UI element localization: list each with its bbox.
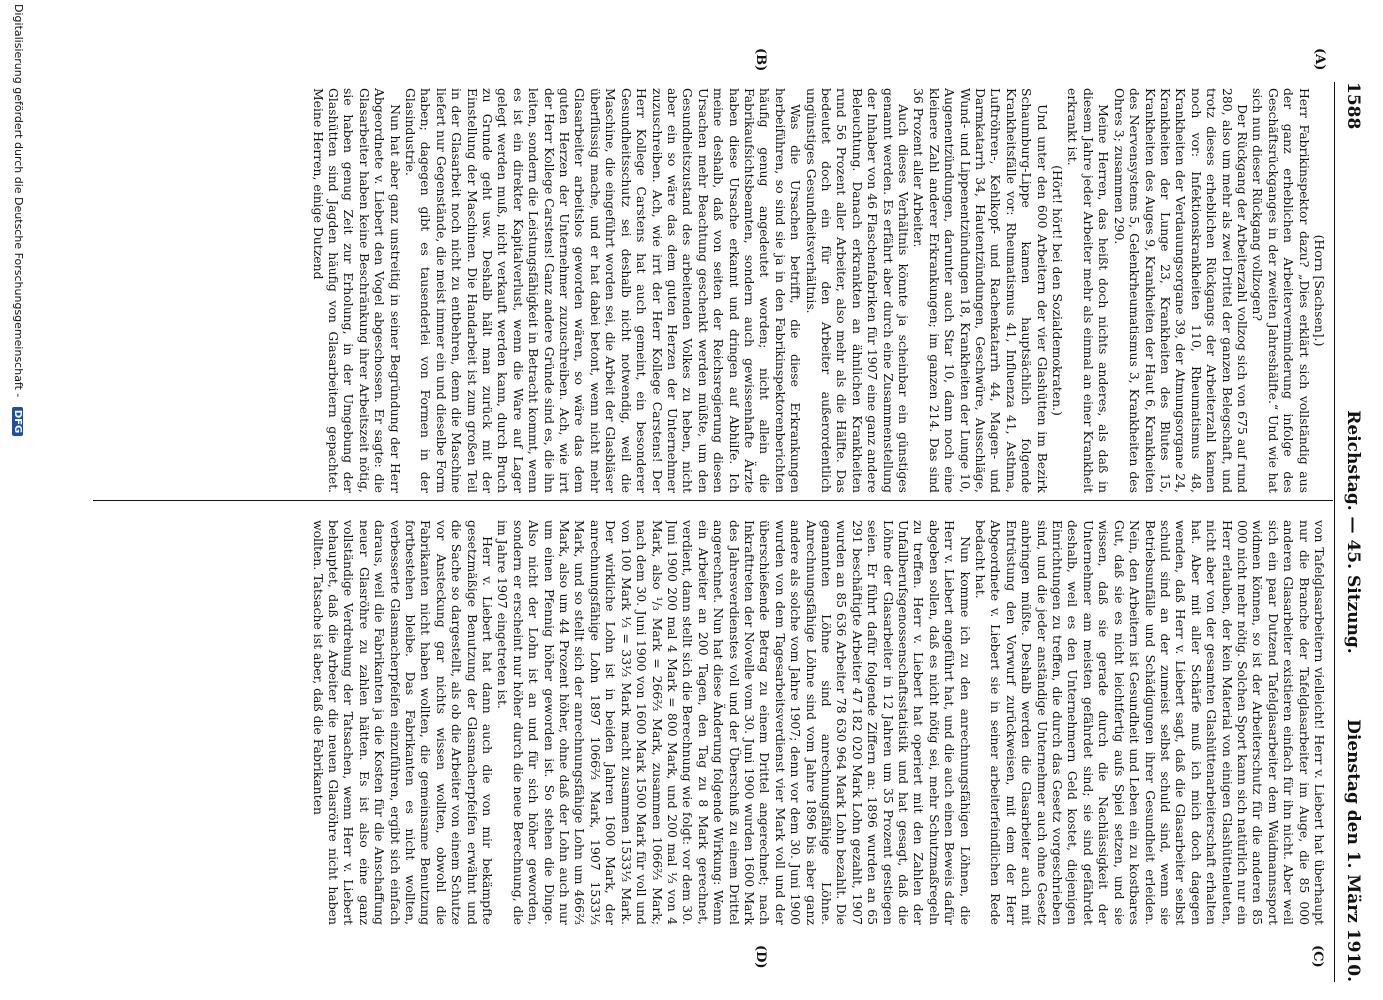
margin-letter-c: (C) [1310, 945, 1325, 968]
margin-letter-b: (B) [753, 48, 768, 72]
paragraph: Herr Fabrikinspektor dazu? „Dies erklärt sich vollständig aus der ganz erheblichen Arbeiterverminderung infolge des Geschäftsrückganges in der zweiten Jahreshälfte.“ Und wie hat sich nun dieser Rückgang vollzogen? [1250, 88, 1312, 493]
paragraph: Was die Ursachen betrifft, die diese Erkrankungen herbeiführen, so sind sie ja in den Fabrikinspektorenberichten häufig genug angedeutet worden; nicht allein die Fabrikaufsichtsbeamten, sondern auch gewissenhafte Ärzte haben diese Ursache erkannt und dringen auf Abhilfe. Ich meine deshalb, daß von seiten der Reichsregierung diesen Ursachen mehr Beachtung geschenkt werden müßte, um den Gesundheitszustand des arbeitenden Volkes zu heben, nicht aber ein so wäre das dem guten Herzen der Unternehmer zuzuschreiben. Ach, wie irrt der Herr Kollege Carstens! Der Herr Kollege Carstens hat auch gemeint, ein besonderer Gesundheitsschutz sei deshalb nicht notwendig, weil die Maschine, die eingeführt worden sei, die Arbeit der Glasbläser überflüssig mache, und er hat dabei betont, wenn nicht mehr Glasarbeiter arbeitslos geworden wären, so wäre das dem guten Herzen der Unternehmer zuzuschreiben. Ach, wie irrt der Herr Kollege Carstens! Ganz andere Gründe sind es, die ihn leiten, sondern die Leistungsfähigkeit in Betracht kommt, wenn es ist ein direkter Kapitalverlust, wenn die Ware auf Lager gelegt werden muß, nicht verkauft werden kann, durch Bruch zu Grunde geht usw. Deshalb hält man zurück mit der Einstellung der Maschinen. Die Handarbeit ist zum großen Teil in der Glasarbeit noch nicht zu entbehren, denn die Maschine liefert nur Gegenstände, die meist immer ein und dieselbe Form haben; dagegen gibt es tausenderlei von Formen in der Glasindustrie. [403, 88, 804, 493]
column-divider [93, 500, 1333, 501]
left-column [92, 88, 1327, 493]
footer-text: Digitalisierung gefördert durch die Deutsche Forschungsgemeinschaft - [12, 4, 25, 398]
paragraph: Auch dieses Verhältnis könnte ja scheinbar ein günstiges genannt werden. Es erfährt aber durch eine Zusammenstellung der Inhaber von 46 Flaschenfabriken für 1907 eine ganz andere Beleuchtung. Danach erkrankten an ähnlichen Krankheiten rund 56 Prozent aller Arbeiter, also mehr als die Hälfte. Das bedeutet doch ein für den Arbeiter außerordentlich ungünstiges Gesundheitsverhältnis. [803, 88, 912, 493]
session-date: Dienstag den 1. März 1910. [1343, 719, 1363, 982]
page-number: 1588 [1343, 82, 1363, 130]
dfg-logo: DFG [13, 407, 24, 436]
page-header [1339, 82, 1363, 982]
margin-letter-a: (A) [1312, 48, 1327, 71]
paragraph: Und unter den 600 Arbeitern der vier Glashütten im Bezirk Schaumburg-Lippe kamen hauptsächlich folgende Krankheitsfälle vor: Rheumatismus 41, Influenza 41, Asthma, Luftröhren-, Kehlkopf- und Rachenkatarrh 44, Magen- und Darmkatarrh 34, Hautentzündungen, Geschwüre, Ausschläge, Wund- und Lippenentzündungen 18, Krankheiten der Lunge 10, Augenentzündungen, darunter auch Star 10, dann noch eine kleinere Zahl anderer Erkrankungen; im ganzen 214. Das sind 36 Prozent aller Arbeiter. [911, 88, 1050, 493]
speaker-tag: (Horn [Sachsen].) [1312, 234, 1327, 347]
margin-letter-d: (D) [753, 945, 768, 969]
interjection: (Hört! hört! bei den Sozialdemokraten.) [1050, 165, 1066, 416]
right-column [92, 520, 1327, 925]
paragraph: von Tafelglasarbeitern vielleicht! Herr v. Liebert hat überhaupt nur die Branche der Tafelglasarbeiter im Auge, die 85 000 anderen Glasarbeiter existieren einfach für ihn nicht. Aber weil sich ein paar Dutzend Tafelglasarbeiter dem Waidmannssport widmen können, so ist der Arbeiterschutz für die anderen 85 000 nicht mehr nötig. Solchen Sport kann sich natürlich nur ein Herr erlauben, der kein Material von einigen Glashüttenleuten, nicht aber von der gesamten Glashüttenarbeiterschaft erhalten hat. Aber mit aller Schärfe muß ich mich doch dagegen wenden, daß Herr v. Liebert sagt, daß die Glasarbeiter selbst schuld sind an der zumeist selbst schuld sind, wenn sie Betriebsunfälle und Schädigungen ihrer Gesundheit erleiden. Nein, den Arbeitern ist Gesundheit und Leben ein zu kostbares Gut, daß sie es nicht leichtfertig aufs Spiel setzen, und sie wissen, daß sie gerade durch die Nachlässigkeit der Unternehmer am meisten gefährdet sind; sie sind gefährdet deshalb, weil es den Unternehmern Geld kostet, diejenigen Einrichtungen zu treffen, die durch das Gesetz vorgeschrieben sind, und die jeder anständige Unternehmer auch ohne Gesetz anbringen müßte. Deshalb werden die Glasarbeiter auch mit Entrüstung den Vorwurf zurückweisen, mit dem der Herr Abgeordnete v. Liebert sie in seiner arbeiterfeindlichen Rede bedacht hat. [973, 520, 1327, 925]
running-title: Reichstag. — 45. Sitzung. [1343, 410, 1363, 654]
digitization-footer [12, 0, 25, 1000]
paragraph: Nun hat aber ganz unstreitig in seiner Begründung der Herr Abgeordnete v. Liebert den Vogel abgeschossen. Er sagte: die Glasarbeiter haben keine Beschränkung ihrer Arbeitszeit nötig, sie haben genug Zeit zur Erholung, in der Umgebung der Glashütten sind Jagden häufig von Glasarbeitern gepachtet. Meine Herren, einige Dutzend [310, 88, 403, 493]
paragraph: Herr v. Liebert hat dann auch die von mir bekämpfte gesetzmäßige Benutzung der Glasmacherpfeifen erwähnt und die Sache so dargestellt, als ob die Arbeiter von einem Schutze vor Ansteckung gar nichts wissen wollten, obwohl die Fabrikanten nicht haben wollten, die gemeinsame Benutzung fortbestehen bleibe. Das Fabrikanten es nicht wollten, verbesserte Glasmacherpfeifen einzuführen, ergibt sich einfach daraus, weil die Fabrikanten ja die Kosten für die Anschaffung neuer Glasröhre zu zahlen hätten. Es ist also eine ganz vollständige Verdrehung der Tatsachen, wenn Herr v. Liebert behauptet, daß die Arbeiter die neuen Glasröhre nicht haben wollten. Tatsache ist aber, daß die Fabrikanten [310, 520, 496, 925]
header-rule [1334, 82, 1335, 982]
paragraph: Der Rückgang der Arbeiterzahl vollzog sich von 675 auf rund 280, also um mehr als zwei Drittel der ganzen Belegschaft, und trotz dieses erheblichen Rückgangs der Arbeiterzahl kamen noch vor: Infektionskrankheiten 110, Rheumatismus 48, Krankheiten der Verdauungsorgane 39, der Atmungsorgane 24, Krankheiten der Lunge 23, Krankheiten des Blutes 15, Krankheiten des Auges 9, Krankheiten der Haut 6, Krankheiten des Nervensystems 5, Gelenkrheumatismus 3, Krankheiten des Ohres 3; zusammen 290. [1111, 88, 1250, 493]
paragraph: Nun komme ich zu den anrechnungsfähigen Löhnen, die Herr v. Liebert angeführt hat, und die auch einen Beweis dafür abgeben sollen, daß es nicht nötig sei, mehr Schutzmaßregeln zu treffen. Herr v. Liebert hat operiert mit den Zahlen der Unfallberufsgenossenschaftsstatistik und hat gesagt, daß die Löhne der Glasarbeiter in 12 Jahren um 35 Prozent gestiegen seien. Er führt dafür folgende Ziffern an: 1896 wurden an 65 291 beschäftigte Arbeiter 47 182 020 Mark Lohn gezahlt, 1907 wurden an 85 636 Arbeiter 78 630 964 Mark Lohn bezahlt. Die genannten Löhne sind anrechnungsfähige Löhne. Anrechnungsfähige Löhne sind vom Jahre 1896 bis aber ganz andere als solche vom Jahre 1907; denn vor dem 30. Juni 1900 wurden von dem Tagesarbeitsverdienst vier Mark voll und der überschießende Betrag zu einem Drittel angerechnet; nach Inkrafttreten der Novelle vom 30. Juni 1900 wurden 1600 Mark des Jahresverdienstes voll und der Überschuß zu einem Drittel angerechnet. Nun hat diese Änderung folgende Wirkung: Wenn ein Arbeiter an 200 Tagen, den Tag zu 8 Mark gerechnet, verdient, dann stellt sich die Berechnung wie folgt: vor dem 30. Juni 1900 200 mal 4 Mark = 800 Mark, und 200 mal ⅓ von 4 Mark, also ¹/₃ Mark = 266⅔ Mark, zusammen 1066⅔ Mark; nach dem 30. Juni 1900 von 1600 Mark 1500 Mark für voll und von 100 Mark ⅓ = 33⅓ Mark macht zusammen 1533⅓ Mark. Der wirkliche Lohn ist in beiden Jahren 1600 Mark, der anrechnungsfähige Lohn 1897 1066⅔ Mark, 1907 1533⅓ Mark, und so stellt sich der anrechnungsfähige Lohn um 466⅔ Mark, also um 44 Prozent höher, ohne daß der Lohn auch nur um einen Pfennig höher geworden ist. So stehen die Dinge. Also nicht der Lohn ist an und für sich höher geworden, sondern er erscheint nur höher durch die neue Berechnung, die im Jahre 1907 eingetreten ist. [495, 520, 973, 925]
paragraph: Meine Herren, das heißt doch nichts anderes, als daß in diesem Jahre jeder Arbeiter mehr als einmal an einer Krankheit erkrankt ist. [1065, 88, 1112, 493]
